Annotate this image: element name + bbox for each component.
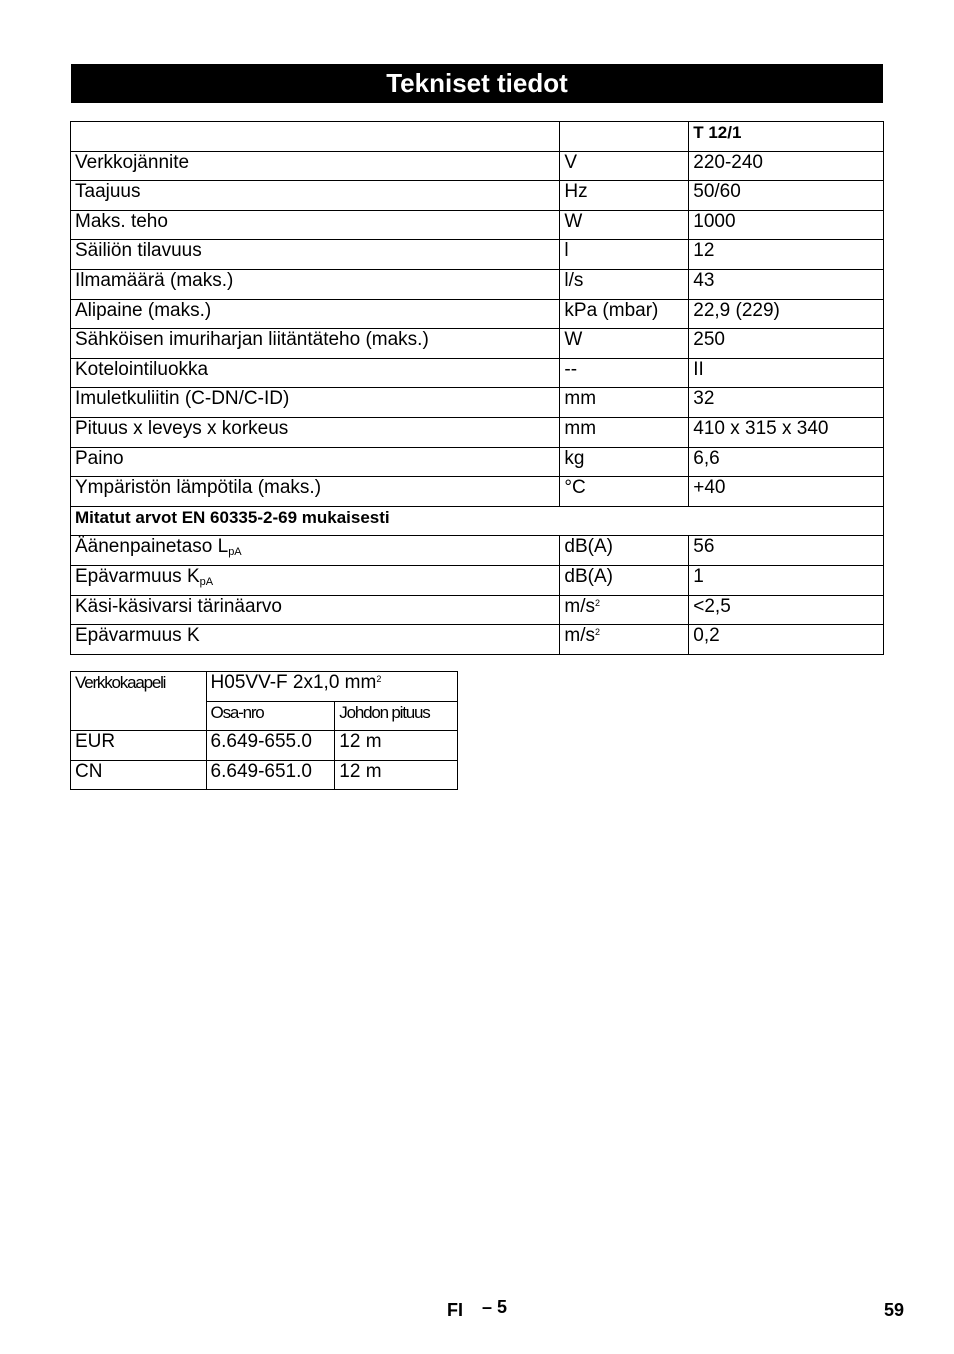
measured-unit (560, 536, 689, 566)
table-row (71, 417, 884, 447)
measured-unit-text: dB(A) (564, 565, 613, 587)
cable-label: Verkkokaapeli (71, 672, 207, 731)
spec-label: Kotelointiluokka (71, 358, 560, 388)
measured-unit-text: m/s (564, 625, 595, 647)
spec-value: 50/60 (689, 181, 884, 211)
measured-value: <2,5 (689, 595, 884, 625)
spec-unit: -- (560, 358, 689, 388)
cable-part-number: 6.649-651.0 (206, 760, 335, 790)
spec-value: 43 (689, 269, 884, 299)
cable-row (71, 731, 458, 761)
table-row (71, 151, 884, 181)
spec-unit: l/s (560, 269, 689, 299)
page-title: Tekniset tiedot (71, 64, 883, 103)
part-number-header: Osa-nro (206, 701, 335, 731)
footer-language: FI (447, 1300, 463, 1320)
measured-label-subscript: pA (228, 546, 242, 559)
spec-value: 1000 (689, 210, 884, 240)
spec-unit: l (560, 240, 689, 270)
spec-value: 6,6 (689, 447, 884, 477)
measured-label-text: Epävarmuus K (75, 625, 200, 647)
footer-page-number: 59 (884, 1300, 905, 1320)
spec-unit: mm (560, 417, 689, 447)
cable-length: 12 m (335, 760, 458, 790)
measured-label (71, 595, 560, 625)
cable-region: EUR (71, 731, 207, 761)
spec-label: Pituus x leveys x korkeus (71, 417, 560, 447)
spec-label: Maks. teho (71, 210, 560, 240)
measured-values-heading: Mitatut arvot EN 60335-2-69 mukaisesti (71, 506, 884, 536)
measured-value: 0,2 (689, 625, 884, 655)
spec-label: Sähköisen imuriharjan liitäntäteho (maks.) (71, 329, 560, 359)
measured-value: 56 (689, 536, 884, 566)
header-empty-cell (71, 122, 560, 152)
table-header-row (71, 122, 884, 152)
table-row (71, 240, 884, 270)
cable-row (71, 760, 458, 790)
table-row (71, 447, 884, 477)
cable-type (206, 672, 457, 702)
spec-label: Paino (71, 447, 560, 477)
spec-label: Alipaine (maks.) (71, 299, 560, 329)
cable-region: CN (71, 760, 207, 790)
table-row (71, 625, 884, 655)
measured-label-text: Äänenpainetaso L (75, 536, 229, 558)
footer-page-label: – 5 (482, 1297, 508, 1317)
measured-unit (560, 565, 689, 595)
cable-type-text: H05VV-F 2x1,0 mm (210, 672, 377, 693)
measured-label-text: Käsi-käsivarsi tärinäarvo (75, 595, 282, 617)
cable-length: 12 m (335, 731, 458, 761)
table-row (71, 565, 884, 595)
spec-value: 250 (689, 329, 884, 359)
table-row (71, 210, 884, 240)
spec-label: Taajuus (71, 181, 560, 211)
measured-unit-text: dB(A) (564, 536, 613, 558)
spec-label: Säiliön tilavuus (71, 240, 560, 270)
spec-unit: kPa (mbar) (560, 299, 689, 329)
cable-part-number: 6.649-655.0 (206, 731, 335, 761)
measured-unit-superscript: 2 (595, 627, 601, 638)
spec-unit: V (560, 151, 689, 181)
table-row (71, 477, 884, 507)
spec-unit: W (560, 210, 689, 240)
spec-value: 32 (689, 388, 884, 418)
spec-value: II (689, 358, 884, 388)
spec-unit: Hz (560, 181, 689, 211)
measured-label (71, 536, 560, 566)
spec-value: 12 (689, 240, 884, 270)
table-row (71, 358, 884, 388)
measured-value: 1 (689, 565, 884, 595)
spec-label: Verkkojännite (71, 151, 560, 181)
spec-label: Ympäristön lämpötila (maks.) (71, 477, 560, 507)
measured-label (71, 565, 560, 595)
measured-values-heading-row (71, 506, 884, 536)
spec-unit: °C (560, 477, 689, 507)
header-empty-cell (560, 122, 689, 152)
model-name: T 12/1 (689, 122, 884, 152)
spec-unit: W (560, 329, 689, 359)
cable-length-header: Johdon pituus (335, 701, 458, 731)
measured-unit-superscript: 2 (595, 597, 601, 608)
table-row (71, 595, 884, 625)
spec-label: Ilmamäärä (maks.) (71, 269, 560, 299)
measured-unit-text: m/s (564, 595, 595, 617)
table-row (71, 299, 884, 329)
measured-label-text: Epävarmuus K (75, 565, 200, 587)
spec-value: 220-240 (689, 151, 884, 181)
table-row (71, 329, 884, 359)
spec-unit: mm (560, 388, 689, 418)
table-row (71, 536, 884, 566)
measured-unit (560, 595, 689, 625)
measured-label-subscript: pA (199, 575, 214, 588)
measured-unit (560, 625, 689, 655)
spec-value: 22,9 (229) (689, 299, 884, 329)
power-cable-table (70, 671, 458, 790)
spec-unit: kg (560, 447, 689, 477)
spec-label: Imuletkuliitin (C-DN/C-ID) (71, 388, 560, 418)
measured-label (71, 625, 560, 655)
technical-data-table (70, 121, 884, 655)
cable-type-row (71, 672, 458, 702)
cable-type-sup: 2 (376, 674, 382, 684)
table-row (71, 269, 884, 299)
spec-value: 410 x 315 x 340 (689, 417, 884, 447)
spec-value: +40 (689, 477, 884, 507)
table-row (71, 181, 884, 211)
table-row (71, 388, 884, 418)
